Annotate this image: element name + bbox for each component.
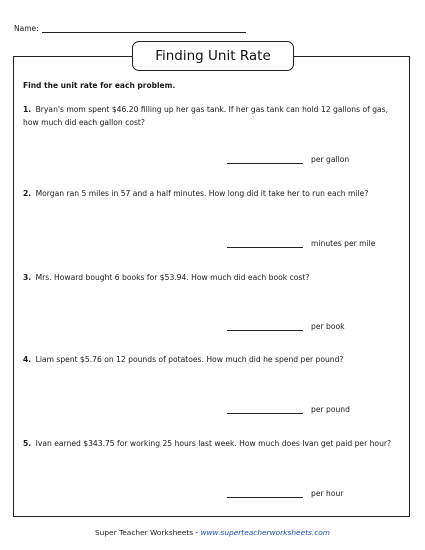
problem-text: Ivan earned $343.75 for working 25 hours last week. How much does Ivan get paid per hour? [35, 439, 392, 448]
answer-unit: per pound [311, 405, 350, 414]
answer-unit: per hour [311, 489, 344, 498]
problem-text: Liam spent $5.76 on 12 pounds of potatoes. How much did he spend per pound? [35, 355, 344, 364]
footer-separator: - [193, 528, 201, 537]
name-row [14, 24, 246, 33]
instructions: Find the unit rate for each problem. [23, 81, 176, 90]
worksheet-title [132, 41, 294, 71]
answer-blank[interactable] [227, 405, 303, 414]
name-label: Name: [14, 24, 39, 33]
problem-5 [23, 437, 403, 450]
problem-3 [23, 271, 403, 284]
answer-unit: per book [311, 322, 345, 331]
problem-number: 2. [23, 189, 32, 198]
answer-blank[interactable] [227, 155, 303, 164]
answer-blank[interactable] [227, 239, 303, 248]
problem-number: 3. [23, 273, 32, 282]
answer-blank[interactable] [227, 489, 303, 498]
footer-url-link[interactable]: www.superteacherworksheets.com [200, 528, 330, 537]
answer-unit: minutes per mile [311, 239, 376, 248]
answer-2 [227, 239, 375, 248]
problem-1 [23, 103, 403, 129]
answer-5 [227, 489, 343, 498]
problem-text: Bryan's mom spent $46.20 filling up her gas tank. If her gas tank can hold 12 gallons of gas, how much did each gallon cost? [23, 105, 389, 127]
worksheet-title-text: Finding Unit Rate [155, 48, 271, 64]
problem-number: 5. [23, 439, 32, 448]
problem-number: 4. [23, 355, 32, 364]
footer [0, 528, 425, 537]
problem-number: 1. [23, 105, 32, 114]
answer-blank[interactable] [227, 322, 303, 331]
name-blank-line[interactable] [42, 24, 246, 33]
answer-1 [227, 155, 349, 164]
problem-text: Mrs. Howard bought 6 books for $53.94. How much did each book cost? [35, 273, 310, 282]
problem-4 [23, 353, 403, 366]
answer-4 [227, 405, 350, 414]
problem-2 [23, 187, 403, 200]
answer-unit: per gallon [311, 155, 350, 164]
problem-text: Morgan ran 5 miles in 57 and a half minutes. How long did it take her to run each mile? [35, 189, 369, 198]
answer-3 [227, 322, 345, 331]
footer-brand: Super Teacher Worksheets [94, 528, 194, 537]
